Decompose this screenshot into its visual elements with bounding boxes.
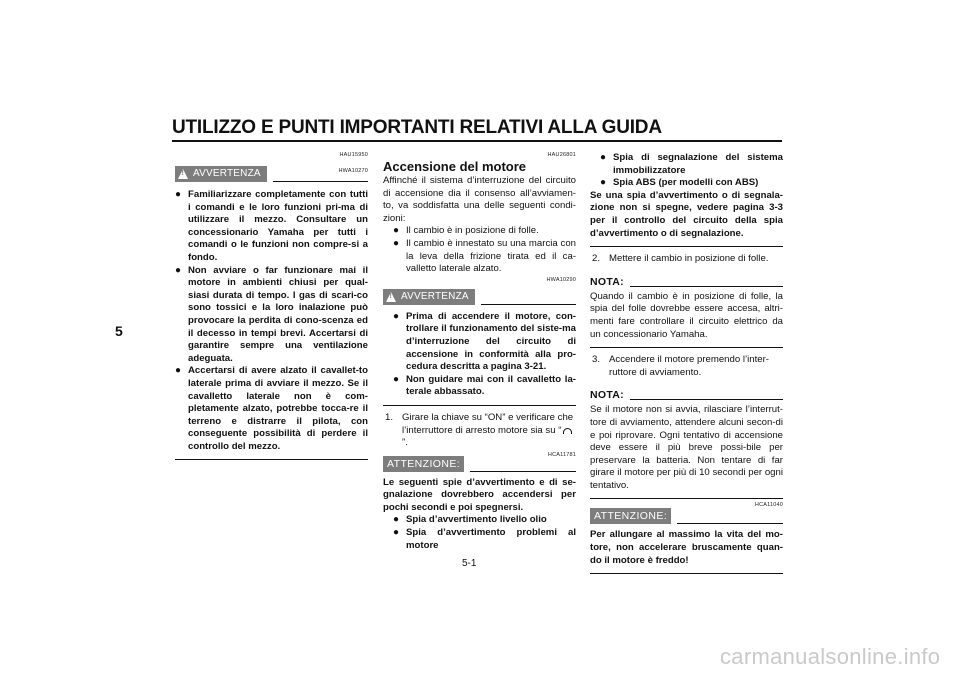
warning-code: HWA10270 bbox=[338, 168, 368, 174]
note-label: NOTA: bbox=[590, 275, 624, 288]
step-item: 2. Mettere il cambio in posizione di folle. bbox=[592, 253, 769, 265]
section-code: HAU26801 bbox=[547, 152, 576, 158]
section-end-rule bbox=[590, 573, 783, 574]
warning-label: AVVERTENZA bbox=[401, 290, 469, 302]
title-rule bbox=[172, 140, 782, 142]
list-item: ● Spia ABS (per modelli con ABS) bbox=[600, 177, 759, 189]
column-1 bbox=[175, 152, 368, 460]
bullet-icon: ● bbox=[600, 152, 607, 163]
bullet-icon: ● bbox=[175, 365, 182, 377]
warning-badge bbox=[175, 166, 267, 182]
watermark: carmanualsonline.info bbox=[720, 644, 941, 669]
bullet-icon: ● bbox=[393, 373, 400, 385]
note-header bbox=[590, 274, 783, 288]
bullet-icon: ● bbox=[393, 225, 400, 237]
attention-text: Le seguenti spie d’avvertimento e di se-gnalazione dovrebbero accendersi per pochi secondi e poi spegnersi. bbox=[383, 476, 576, 513]
section-code: HAU15950 bbox=[339, 152, 368, 158]
step-item: 3. Accendere il motore premendo l’inter-ruttore di avviamento. bbox=[592, 354, 769, 378]
column-3 bbox=[590, 152, 783, 574]
list-item: ● Il cambio è in posizione di folle. bbox=[393, 225, 539, 237]
bullet-icon: ● bbox=[393, 527, 400, 539]
step-item: 1. Girare la chiave su “ON” e verificare che l’interruttore di arresto motore sia su “”. bbox=[385, 411, 574, 449]
section-heading: Accensione del motore bbox=[383, 159, 527, 174]
list-item: ● Accertarsi di avere alzato il cavallet-to laterale prima di avviare il mezzo. Se il cavalletto laterale non è com-pletamente alzato, potrebbe tocca-re il terreno e distrarre il pilota, con conseguente possibilità di perdere il controllo del mezzo. bbox=[175, 365, 368, 452]
warning-triangle-icon bbox=[178, 169, 188, 179]
attention-header bbox=[590, 507, 783, 525]
list-item: ● Familiarizzare completamente con tutti i comandi e le loro funzioni pri-ma di utilizzare il mezzo. Consultare un concessionario Yamaha per tutti i comandi o le funzioni non compre-si a fondo. bbox=[175, 189, 368, 263]
bullet-icon: ● bbox=[175, 189, 182, 200]
warning-header bbox=[383, 288, 576, 306]
note-label: NOTA: bbox=[590, 389, 624, 402]
list-item: ● Il cambio è innestato su una marcia con la leva della frizione tirata ed il ca-valletto laterale alzato. bbox=[393, 237, 576, 275]
chapter-tab: 5 bbox=[115, 323, 123, 339]
bullet-icon: ● bbox=[393, 310, 400, 322]
page-title: UTILIZZO E PUNTI IMPORTANTI RELATIVI ALLA GUIDA bbox=[172, 117, 662, 138]
note-end-rule bbox=[590, 347, 783, 348]
note-text: Se il motore non si avvia, rilasciare l’interrut-tore di avviamento, attendere alcuni secon-di e poi riprovare. Ogni tentativo di accensione deve essere il più breve possi-bile per preservare la batteria. Non tentare di far girare il motore per più di 10 secondi per ogni tentativo. bbox=[590, 404, 783, 491]
bullet-icon: ● bbox=[393, 514, 400, 526]
list-item: ● Spia d’avvertimento problemi al motore bbox=[393, 527, 576, 551]
warning-badge bbox=[383, 289, 475, 305]
intro-paragraph: Affinché il sistema d’interruzione del circuito di accensione dia il consenso all’avviamen-to, va soddisfatta una delle seguenti condi-zioni: bbox=[383, 175, 576, 224]
list-item: ● Non avviare o far funzionare mai il motore in ambienti chiusi per qual-siasi durata di tempo. I gas di scari-co sono tossici e la loro inalazione può provocare la perdita di cono-scenza ed il decesso in tempi brevi. Accertarsi di garantire sempre una ventilazione adeguata. bbox=[175, 264, 368, 364]
bullet-icon: ● bbox=[600, 177, 607, 189]
note-end-rule bbox=[590, 498, 783, 499]
note-header bbox=[590, 387, 783, 401]
attention-code: HCA11781 bbox=[547, 451, 576, 458]
list-item: ● Spia d’avvertimento livello olio bbox=[393, 514, 547, 526]
column-2 bbox=[383, 152, 576, 552]
bullet-icon: ● bbox=[175, 264, 182, 276]
note-text: Quando il cambio è in posizione di folle, la spia del folle dovrebbe essere accesa, altri-menti fare controllare il circuito elettrico da un concessionario Yamaha. bbox=[590, 290, 783, 340]
engine-stop-switch-icon bbox=[563, 428, 572, 434]
warning-code: HWA10290 bbox=[546, 276, 576, 283]
attention-continued-text: Se una spia d’avvertimento o di segnala-zione non si spegne, vedere pagina 3-3 per il controllo del circuito della spia d’avvertimento o di segnalazione. bbox=[590, 189, 783, 239]
page-number: 5-1 bbox=[462, 558, 477, 569]
list-item: ● Prima di accendere il motore, con-trollare il funzionamento del siste-ma d’interruzione del circuito di accensione in conformità alla pro-cedura descritta a pagina 3-21. bbox=[393, 310, 576, 373]
attention-badge: ATTENZIONE: bbox=[590, 508, 671, 524]
attention-code: HCA11040 bbox=[754, 502, 783, 509]
warning-triangle-icon bbox=[386, 292, 396, 302]
section-end-rule bbox=[175, 459, 368, 460]
bullet-icon: ● bbox=[393, 237, 400, 249]
section-end-rule bbox=[383, 405, 576, 406]
warning-label: AVVERTENZA bbox=[193, 168, 261, 179]
attention-badge: ATTENZIONE: bbox=[383, 456, 464, 472]
list-item: ● Spia di segnalazione del sistema immobilizzatore bbox=[600, 152, 783, 176]
list-item: ● Non guidare mai con il cavalletto la-terale abbassato. bbox=[393, 373, 576, 398]
attention-text: Per allungare al massimo la vita del mo-tore, non accelerare bruscamente quan-do il motore è freddo! bbox=[590, 529, 783, 566]
section-end-rule bbox=[590, 246, 783, 247]
